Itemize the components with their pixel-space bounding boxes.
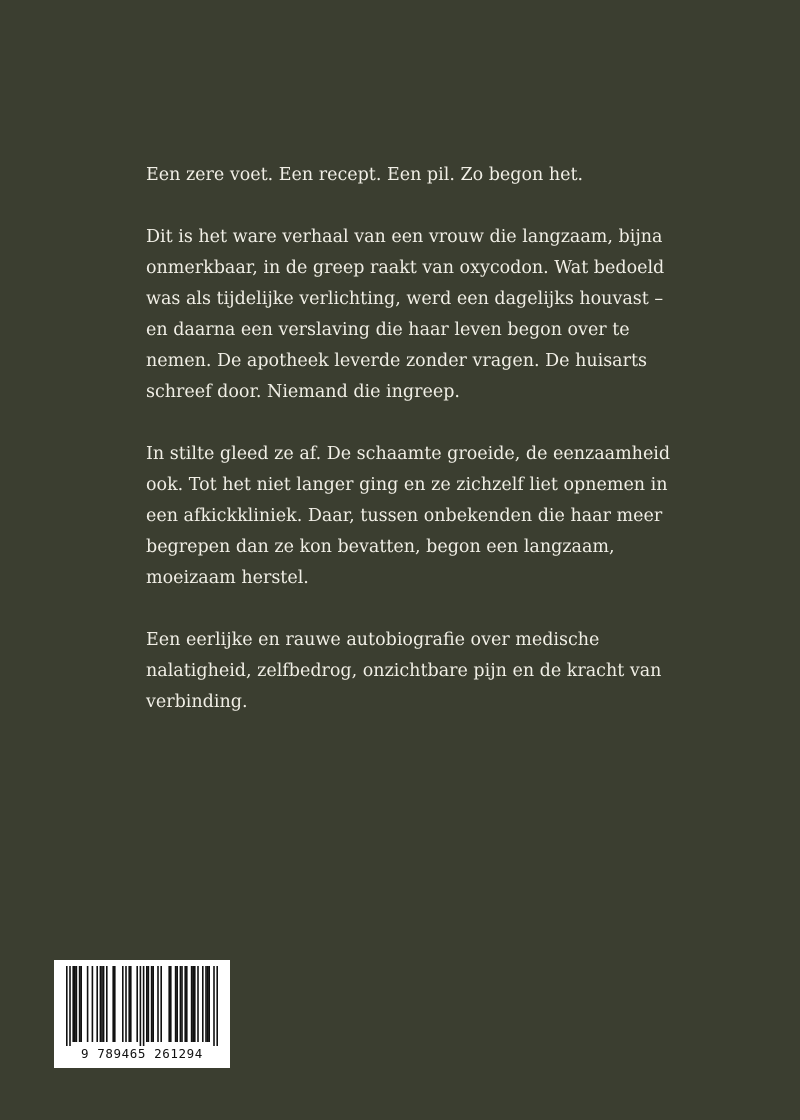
barcode-bar xyxy=(191,966,193,1042)
barcode-bar xyxy=(125,966,127,1042)
blurb-paragraph-1: Een zere voet. Een recept. Een pil. Zo begon het. xyxy=(146,165,584,185)
barcode-bar xyxy=(128,966,130,1042)
barcode-bar xyxy=(106,966,108,1042)
barcode-bar xyxy=(180,966,182,1042)
barcode-bar xyxy=(122,966,124,1042)
barcode-bar xyxy=(69,966,71,1046)
barcode-bar xyxy=(72,966,74,1042)
barcode-bar xyxy=(152,966,154,1042)
barcode-bar xyxy=(181,966,183,1042)
barcode-bar xyxy=(207,966,209,1042)
barcode-bar xyxy=(151,966,153,1042)
barcode-bar xyxy=(92,966,94,1042)
blurb-text xyxy=(146,160,686,749)
barcode-bar xyxy=(114,966,116,1042)
barcode-bar xyxy=(192,966,194,1042)
blurb-paragraph-4: Een eerlijke en rauwe autobiografie over medische nalatigheid, zelfbedrog, onzichtbare pijn en de kracht van verbinding. xyxy=(146,630,662,712)
barcode-bar xyxy=(213,966,215,1046)
barcode-bar xyxy=(186,966,188,1042)
barcode-bar xyxy=(136,966,138,1042)
barcode-bar xyxy=(148,966,150,1042)
barcode-bars xyxy=(54,960,230,1046)
barcode-bar xyxy=(202,966,204,1042)
barcode-bar xyxy=(143,966,145,1046)
barcode-bar xyxy=(160,966,162,1042)
barcode-bar xyxy=(140,966,142,1046)
barcode-bar xyxy=(184,966,186,1042)
blurb-paragraph-3: In stilte gleed ze af. De schaamte groeide, de eenzaamheid ook. Tot het niet langer ging en ze zichzelf liet opnemen in een afkickkliniek. Daar, tussen onbekenden die haar meer begrepen dan ze kon bevatten, begon een langzaam, moeizaam herstel. xyxy=(146,444,671,588)
barcode-bar xyxy=(112,966,114,1042)
barcode-bar xyxy=(101,966,103,1042)
barcode-bar xyxy=(170,966,172,1042)
barcode-bar xyxy=(130,966,132,1042)
barcode-bar xyxy=(79,966,81,1042)
barcode-bar xyxy=(205,966,207,1042)
isbn-number: 9 789465 261294 xyxy=(81,1046,203,1061)
barcode-bar xyxy=(208,966,210,1042)
barcode-bar xyxy=(76,966,78,1042)
barcode-bar xyxy=(146,966,148,1042)
barcode-bar xyxy=(157,966,159,1042)
barcode-bar xyxy=(216,966,218,1046)
barcode-bar xyxy=(96,966,98,1042)
barcode-bar xyxy=(100,966,102,1042)
barcode-bar xyxy=(197,966,199,1042)
barcode-bar xyxy=(194,966,196,1042)
barcode-bar xyxy=(80,966,82,1042)
barcode-bar xyxy=(87,966,89,1042)
isbn-barcode xyxy=(54,960,230,1068)
barcode-bar xyxy=(168,966,170,1042)
barcode-bar xyxy=(103,966,105,1042)
blurb-paragraph-2: Dit is het ware verhaal van een vrouw die langzaam, bijna onmerkbaar, in de greep raakt van oxycodon. Wat bedoeld was als tijdelijke verlichting, werd een dagelijks houvast – en daarna een verslaving die haar leven begon over te nemen. De apotheek leverde zonder vragen. De huisarts schreef door. Niemand die ingreep. xyxy=(146,227,665,402)
barcode-bar xyxy=(74,966,76,1042)
barcode-bar xyxy=(175,966,177,1042)
barcode-bar xyxy=(176,966,178,1042)
barcode-bar xyxy=(66,966,68,1046)
